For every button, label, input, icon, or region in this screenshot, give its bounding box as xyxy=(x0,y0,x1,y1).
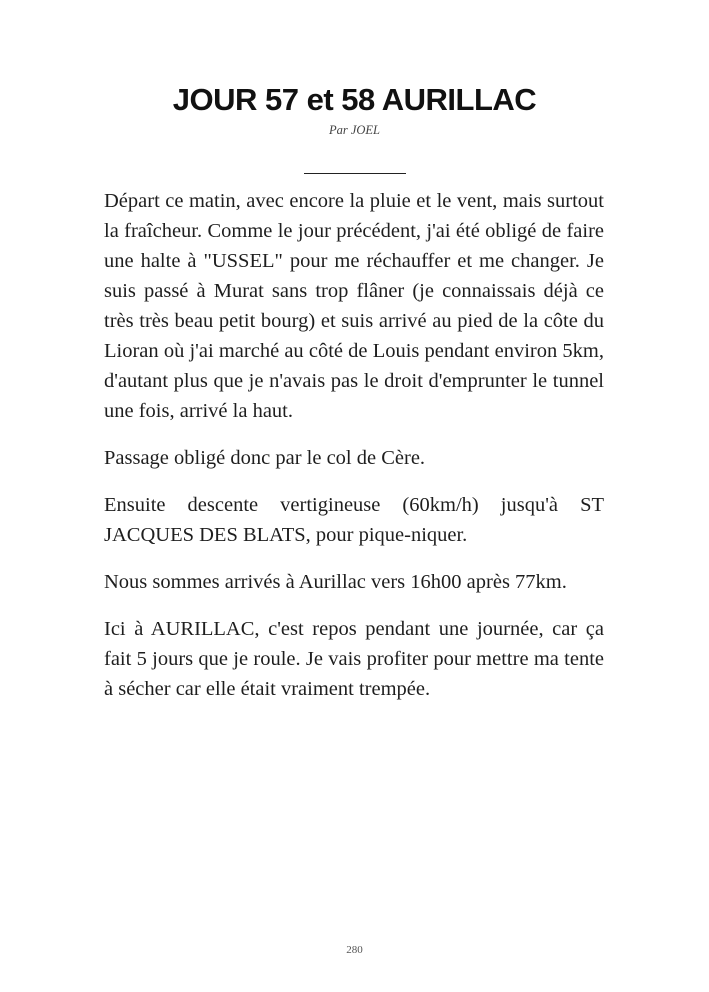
paragraph: Nous sommes arrivés à Aurillac vers 16h00 après 77km. xyxy=(104,571,567,593)
page-number: 280 xyxy=(346,944,363,956)
author-byline: Par JOEL xyxy=(328,123,381,137)
page-title: JOUR 57 et 58 AURILLAC xyxy=(172,82,537,117)
paragraph: Ici à AURILLAC, c'est repos pendant une journée, car ça fait 5 jours que je roule. Je vais profiter pour mettre ma tente à sécher car elle était vraiment trempée. xyxy=(104,618,604,700)
article-body xyxy=(104,186,604,721)
paragraph: Passage obligé donc par le col de Cère. xyxy=(104,447,426,469)
paragraph: Départ ce matin, avec encore la pluie et le vent, mais surtout la fraîcheur. Comme le jour précédent, j'ai été obligé de faire une halte à "USSEL" pour me réchauffer et me changer. Je suis passé à Murat sans trop flâner (je connaissais déjà ce très très beau petit bourg) et suis arrivé au pied de la côte du Lioran où j'ai marché au côté de Louis pendant environ 5km, d'autant plus que je n'avais pas le droit d'emprunter le tunnel une fois, arrivé la haut. xyxy=(104,190,604,422)
paragraph: Ensuite descente vertigineuse (60km/h) jusqu'à ST JACQUES DES BLATS, pour pique-niquer. xyxy=(104,494,604,546)
title-separator xyxy=(304,173,406,174)
